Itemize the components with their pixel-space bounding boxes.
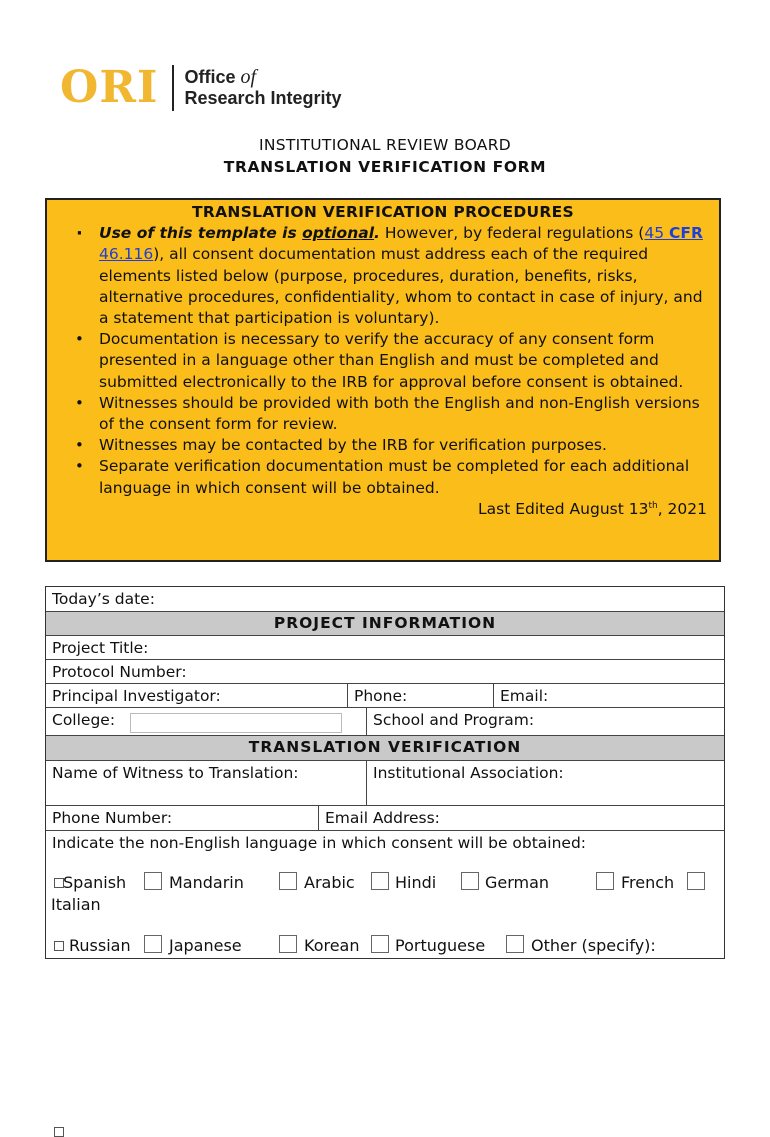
witness-contact-row	[46, 806, 724, 831]
college-input[interactable]	[130, 713, 342, 733]
mandarin-checkbox[interactable]	[144, 872, 162, 890]
procedure-item: • Separate verification documentation must be completed for each additional language in which consent will be obtained.	[99, 456, 709, 498]
form-table	[45, 586, 725, 959]
language-options	[46, 831, 724, 958]
russian-checkbox[interactable]	[54, 941, 64, 951]
german-label: German	[485, 873, 550, 892]
russian-label: Russian	[69, 936, 131, 955]
hindi-label: Hindi	[395, 873, 437, 892]
korean-label: Korean	[304, 936, 360, 955]
japanese-label: Japanese	[169, 936, 242, 955]
portuguese-label: Portuguese	[395, 936, 486, 955]
witness-row	[46, 761, 724, 806]
french-checkbox[interactable]	[596, 872, 614, 890]
ori-logo	[60, 62, 342, 114]
college-label: College:	[52, 711, 116, 729]
email-address-field[interactable]: Email Address:	[318, 806, 724, 830]
form-title: TRANSLATION VERIFICATION FORM	[223, 158, 547, 176]
logo-line1-a: Office	[184, 67, 241, 87]
project-title-field[interactable]: Project Title:	[52, 639, 149, 657]
procedure-item: • Documentation is necessary to verify the accuracy of any consent form presented in a language other than English and must be completed and submitted electronically to the IRB for approval before consent is obtained.	[99, 329, 709, 393]
hindi-checkbox[interactable]	[371, 872, 389, 890]
procedure-item: • Witnesses should be provided with both the English and non-English versions of the consent form for review.	[99, 393, 709, 435]
logo-mark: ORI	[60, 62, 159, 113]
todays-date-row	[46, 587, 724, 612]
translation-verification-heading: TRANSLATION VERIFICATION	[46, 736, 724, 761]
procedures-title: TRANSLATION VERIFICATION PROCEDURES	[192, 203, 574, 221]
procedure-item: • Witnesses may be contacted by the IRB for verification purposes.	[99, 435, 709, 456]
protocol-number-row	[46, 660, 724, 684]
project-info-heading: PROJECT INFORMATION	[46, 612, 724, 636]
pi-field[interactable]: Principal Investigator:	[52, 687, 221, 705]
phone-number-field[interactable]: Phone Number:	[52, 809, 173, 827]
italian-label: Italian	[51, 895, 101, 914]
arabic-checkbox[interactable]	[279, 872, 297, 890]
protocol-number-field[interactable]: Protocol Number:	[52, 663, 187, 681]
college-row	[46, 708, 724, 736]
mandarin-label: Mandarin	[169, 873, 244, 892]
korean-checkbox[interactable]	[279, 935, 297, 953]
other-checkbox[interactable]	[506, 935, 524, 953]
last-edited: Last Edited August 13th, 2021	[478, 499, 707, 518]
institutional-association-field[interactable]: Institutional Association:	[366, 761, 724, 805]
french-label: French	[621, 873, 675, 892]
japanese-checkbox[interactable]	[144, 935, 162, 953]
witness-name-field[interactable]: Name of Witness to Translation:	[52, 764, 299, 782]
arabic-label: Arabic	[304, 873, 355, 892]
logo-divider	[172, 65, 174, 111]
school-program-field[interactable]: School and Program:	[366, 708, 724, 735]
italian-checkbox[interactable]	[687, 872, 705, 890]
procedures-list	[47, 223, 719, 499]
procedures-box	[45, 198, 721, 562]
cfr-link[interactable]: 45 CFR 46.116	[99, 224, 703, 264]
spanish-label: Spanish	[63, 873, 127, 892]
logo-line1-b: of	[240, 66, 257, 88]
project-title-row	[46, 636, 724, 660]
portuguese-checkbox[interactable]	[371, 935, 389, 953]
logo-line2: Research Integrity	[184, 88, 342, 108]
email-field[interactable]: Email:	[493, 684, 724, 707]
other-label: Other (specify):	[531, 936, 656, 955]
phone-field[interactable]: Phone:	[347, 684, 493, 707]
pi-row	[46, 684, 724, 708]
language-prompt: Indicate the non-English language in which consent will be obtained:	[52, 834, 587, 852]
procedure-item: · Use of this template is optional. However, by federal regulations (45 CFR 46.116), all consent documentation must address each of the required elements listed below (purpose, procedures, duration, benefits, risks, alternative procedures, confidentiality, whom to contact in case of injury, and a statement that participation is voluntary).	[99, 223, 709, 329]
logo-text	[184, 67, 341, 109]
board-heading: INSTITUTIONAL REVIEW BOARD	[258, 136, 512, 154]
todays-date-label[interactable]: Today’s date:	[52, 590, 155, 608]
german-checkbox[interactable]	[461, 872, 479, 890]
college-field[interactable]	[46, 708, 366, 735]
language-row	[46, 831, 724, 958]
